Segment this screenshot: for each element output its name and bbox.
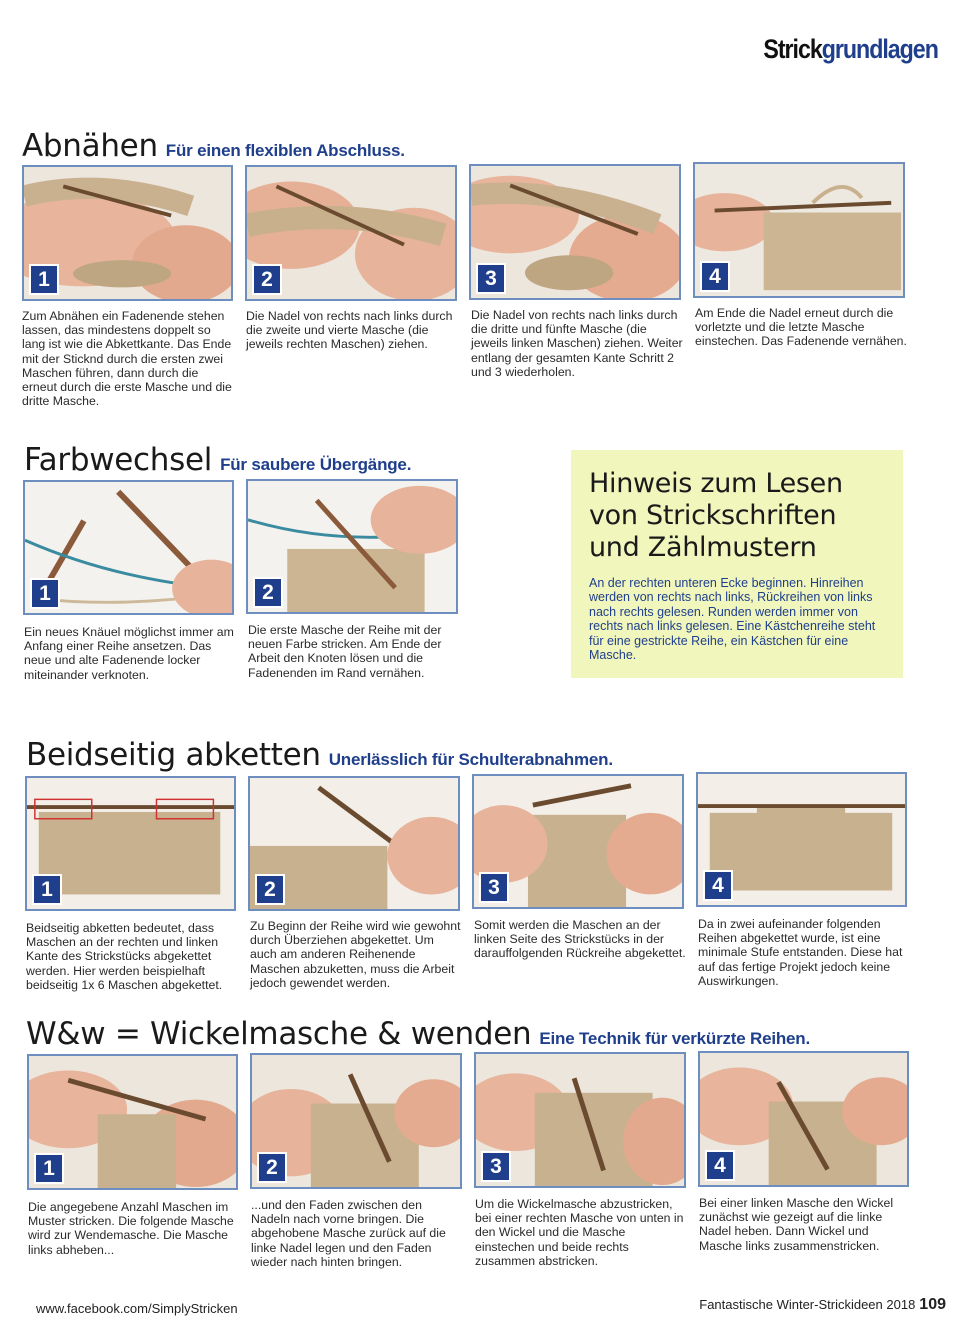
step-caption: ...und den Faden zwischen den Nadeln nach vorne bringen. Die abgehobene Masche zurück auf die linke Nadel legen und den Faden wieder nach hinten bringen. — [251, 1198, 446, 1269]
hint-text: An der rechten unteren Ecke beginnen. Hinreihen werden von rechts nach links, Rückreihen von links nach rechts gelesen. Runden werden immer von rechts nach links gelesen. Eine Kästchenreihe steht für eine gestrickte Reihe, ein Kästchen für eine Masche. — [589, 576, 876, 663]
step-caption: Beidseitig abketten bedeutet, dass Maschen an der rechten und linken Kante des Strickstücks abgekettet werden. Hier werden beispielhaft beidseitig 1x 6 Maschen abgekettet. — [26, 921, 223, 992]
step-caption: Am Ende die Nadel erneut durch die vorletzte und die letzte Masche einstechen. Das Fadenende vernähen. — [695, 306, 907, 349]
step-photo-farbwechsel-1 — [23, 480, 234, 615]
step-number: 4 — [703, 870, 733, 901]
section-subtitle: Unerlässlich für Schulterabnahmen. — [328, 750, 613, 769]
reading-hint-box — [571, 450, 903, 678]
step-number: 4 — [705, 1150, 735, 1181]
step-photo-wickelmasche-3 — [474, 1052, 686, 1188]
step-photo-abnaehen-2 — [245, 165, 457, 301]
step-caption: Die angegebene Anzahl Maschen im Muster stricken. Die folgende Masche wird zur Wendemasche. Die Masche links abheben... — [28, 1200, 234, 1257]
step-photo-abketten-2 — [248, 776, 460, 911]
step-number: 2 — [257, 1152, 287, 1183]
step-caption: Bei einer linken Masche den Wickel zunächst wie gezeigt auf die linke Nadel heben. Dann Wickel und Masche links zusammenstricken. — [699, 1196, 894, 1253]
step-caption: Um die Wickelmasche abzustricken, bei einer rechten Masche von unten in den Wickel und die Masche einstechen und beide rechts zusammen abstricken. — [475, 1197, 684, 1268]
step-number: 3 — [476, 263, 506, 294]
step-number: 4 — [700, 261, 730, 292]
step-caption: Ein neues Knäuel möglichst immer am Anfang einer Reihe ansetzen. Das neue und alte Fadenende locker miteinander verknoten. — [24, 625, 234, 682]
step-number: 1 — [30, 578, 60, 609]
step-photo-abnaehen-1 — [22, 165, 233, 301]
page-number: 109 — [919, 1296, 946, 1313]
step-number: 3 — [481, 1151, 511, 1182]
footer-magazine: Fantastische Winter-Strickideen 2018 109 — [699, 1296, 946, 1313]
step-number: 2 — [255, 874, 285, 905]
hint-title: Hinweis zum Lesen von Strickschriften und Zählmustern — [589, 468, 843, 563]
section-subtitle: Für einen flexiblen Abschluss. — [165, 141, 405, 160]
step-caption: Die Nadel von rechts nach links durch die zweite und vierte Masche (die jeweils rechten Maschen) ziehen. — [246, 309, 453, 352]
step-caption: Die Nadel von rechts nach links durch die dritte und fünfte Masche (die jeweils linken Maschen) ziehen. Weiter entlang der gesamten Kante Schritt 2 und 3 wiederholen. — [471, 308, 683, 379]
step-photo-farbwechsel-2 — [246, 479, 458, 614]
step-number: 3 — [479, 872, 509, 903]
step-number: 2 — [252, 264, 282, 295]
step-caption: Zu Beginn der Reihe wird wie gewohnt durch Überziehen abgekettet. Um auch am anderen Reihenende Maschen abzuketten, muss die Arbeit jedoch gewendet werden. — [250, 919, 461, 990]
step-number: 2 — [253, 577, 283, 608]
section-title-wickelmasche: W&w = Wickelmasche & wenden Eine Technik für verkürzte Reihen. — [26, 1016, 811, 1052]
step-number: 1 — [29, 264, 59, 295]
section-subtitle: Für saubere Übergänge. — [220, 455, 412, 474]
section-subtitle: Eine Technik für verkürzte Reihen. — [539, 1029, 811, 1048]
step-photo-wickelmasche-2 — [250, 1053, 462, 1189]
step-caption: Somit werden die Maschen an der linken Seite des Strickstücks in der darauffolgenden Rückreihe abgekettet. — [474, 918, 686, 961]
step-photo-wickelmasche-1 — [27, 1054, 238, 1190]
brand-title: Strickgrundlagen — [763, 34, 938, 64]
step-caption: Die erste Masche der Reihe mit der neuen Farbe stricken. Am Ende der Arbeit den Knoten lösen und die Fadenenden im Rand vernähen. — [248, 623, 442, 680]
footer-url[interactable]: www.facebook.com/SimplyStricken — [36, 1301, 238, 1316]
section-title-abketten: Beidseitig abketten Unerlässlich für Schulterabnahmen. — [26, 737, 613, 773]
step-photo-abnaehen-3 — [469, 164, 681, 300]
step-photo-abketten-3 — [472, 774, 684, 909]
step-photo-wickelmasche-4 — [698, 1051, 909, 1187]
step-photo-abketten-1 — [25, 776, 236, 911]
step-caption: Da in zwei aufeinander folgenden Reihen abgekettet wurde, ist eine minimale Stufe entstanden. Diese hat auf das fertige Projekt jedoch keine Auswirkungen. — [698, 917, 903, 988]
section-title-farbwechsel: Farbwechsel Für saubere Übergänge. — [24, 442, 412, 478]
step-number: 1 — [34, 1153, 64, 1184]
step-photo-abnaehen-4 — [693, 162, 905, 298]
step-photo-abketten-4 — [696, 772, 907, 907]
step-number: 1 — [32, 874, 62, 905]
step-caption: Zum Abnähen ein Fadenende stehen lassen, das mindestens doppelt so lang ist wie die Abkettkante. Das Ende mit der Sticknd durch die ersten zwei Maschen führen, dann durch die erneut durch die erste Masche und die dritte Masche. — [22, 309, 232, 409]
section-title-abnaehen: Abnähen Für einen flexiblen Abschluss. — [22, 128, 405, 164]
